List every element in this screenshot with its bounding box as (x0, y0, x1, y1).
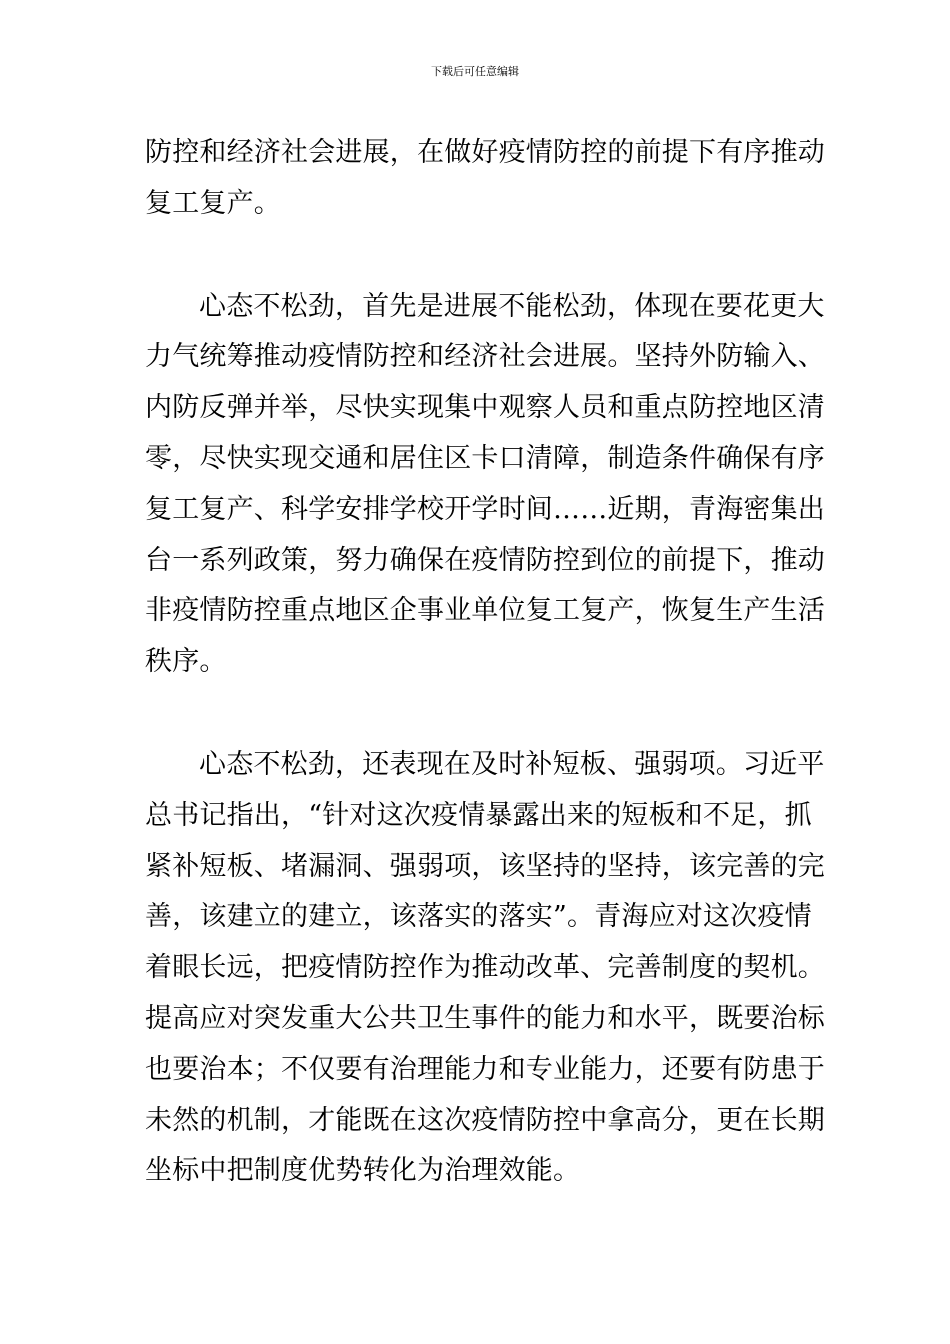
text-line: 心态不松劲，首先是进展不能松劲，体现在要花更大 (199, 290, 825, 322)
text-line: 着眼长远，把疫情防控作为推动改革、完善制度的契机。 (145, 952, 825, 984)
text-line: 紧补短板、堵漏洞、强弱项，该坚持的坚持，该完善的完 (145, 850, 825, 882)
paragraph (145, 740, 825, 1197)
text-line: 复工复产。 (145, 187, 281, 219)
text-line: 零，尽快实现交通和居住区卡口清障，制造条件确保有序 (145, 442, 825, 474)
paragraph-spacer (145, 688, 805, 740)
text-line: 非疫情防控重点地区企事业单位复工复产，恢复生产生活 (145, 595, 825, 627)
text-line: 秩序。 (145, 646, 227, 678)
text-line: 提高应对突发重大公共卫生事件的能力和水平，既要治标 (145, 1002, 825, 1034)
text-line: 复工复产、科学安排学校开学时间……近期，青海密集出 (145, 493, 825, 525)
text-line: 善，该建立的建立，该落实的落实”。青海应对这次疫情 (145, 901, 812, 933)
text-line: 也要治本；不仅要有治理能力和专业能力，还要有防患于 (145, 1053, 825, 1085)
text-line: 总书记指出，“针对这次疫情暴露出来的短板和不足，抓 (145, 799, 812, 831)
text-line: 力气统筹推动疫情防控和经济社会进展。坚持外防输入、 (145, 341, 825, 373)
paragraph (145, 128, 825, 230)
text-line: 台一系列政策，努力确保在疫情防控到位的前提下，推动 (145, 544, 825, 576)
text-line: 心态不松劲，还表现在及时补短板、强弱项。习近平 (199, 748, 825, 780)
page-header: 下载后可任意编辑 (431, 65, 519, 78)
text-line: 内防反弹并举，尽快实现集中观察人员和重点防控地区清 (145, 392, 825, 424)
text-line: 防控和经济社会进展，在做好疫情防控的前提下有序推动 (145, 137, 825, 168)
text-line: 未然的机制，才能既在这次疫情防控中拿高分，更在长期 (145, 1104, 825, 1136)
document-body (145, 128, 825, 1197)
text-line: 坐标中把制度优势转化为治理效能。 (145, 1155, 581, 1187)
paragraph (145, 282, 825, 688)
paragraph-spacer (145, 230, 805, 282)
